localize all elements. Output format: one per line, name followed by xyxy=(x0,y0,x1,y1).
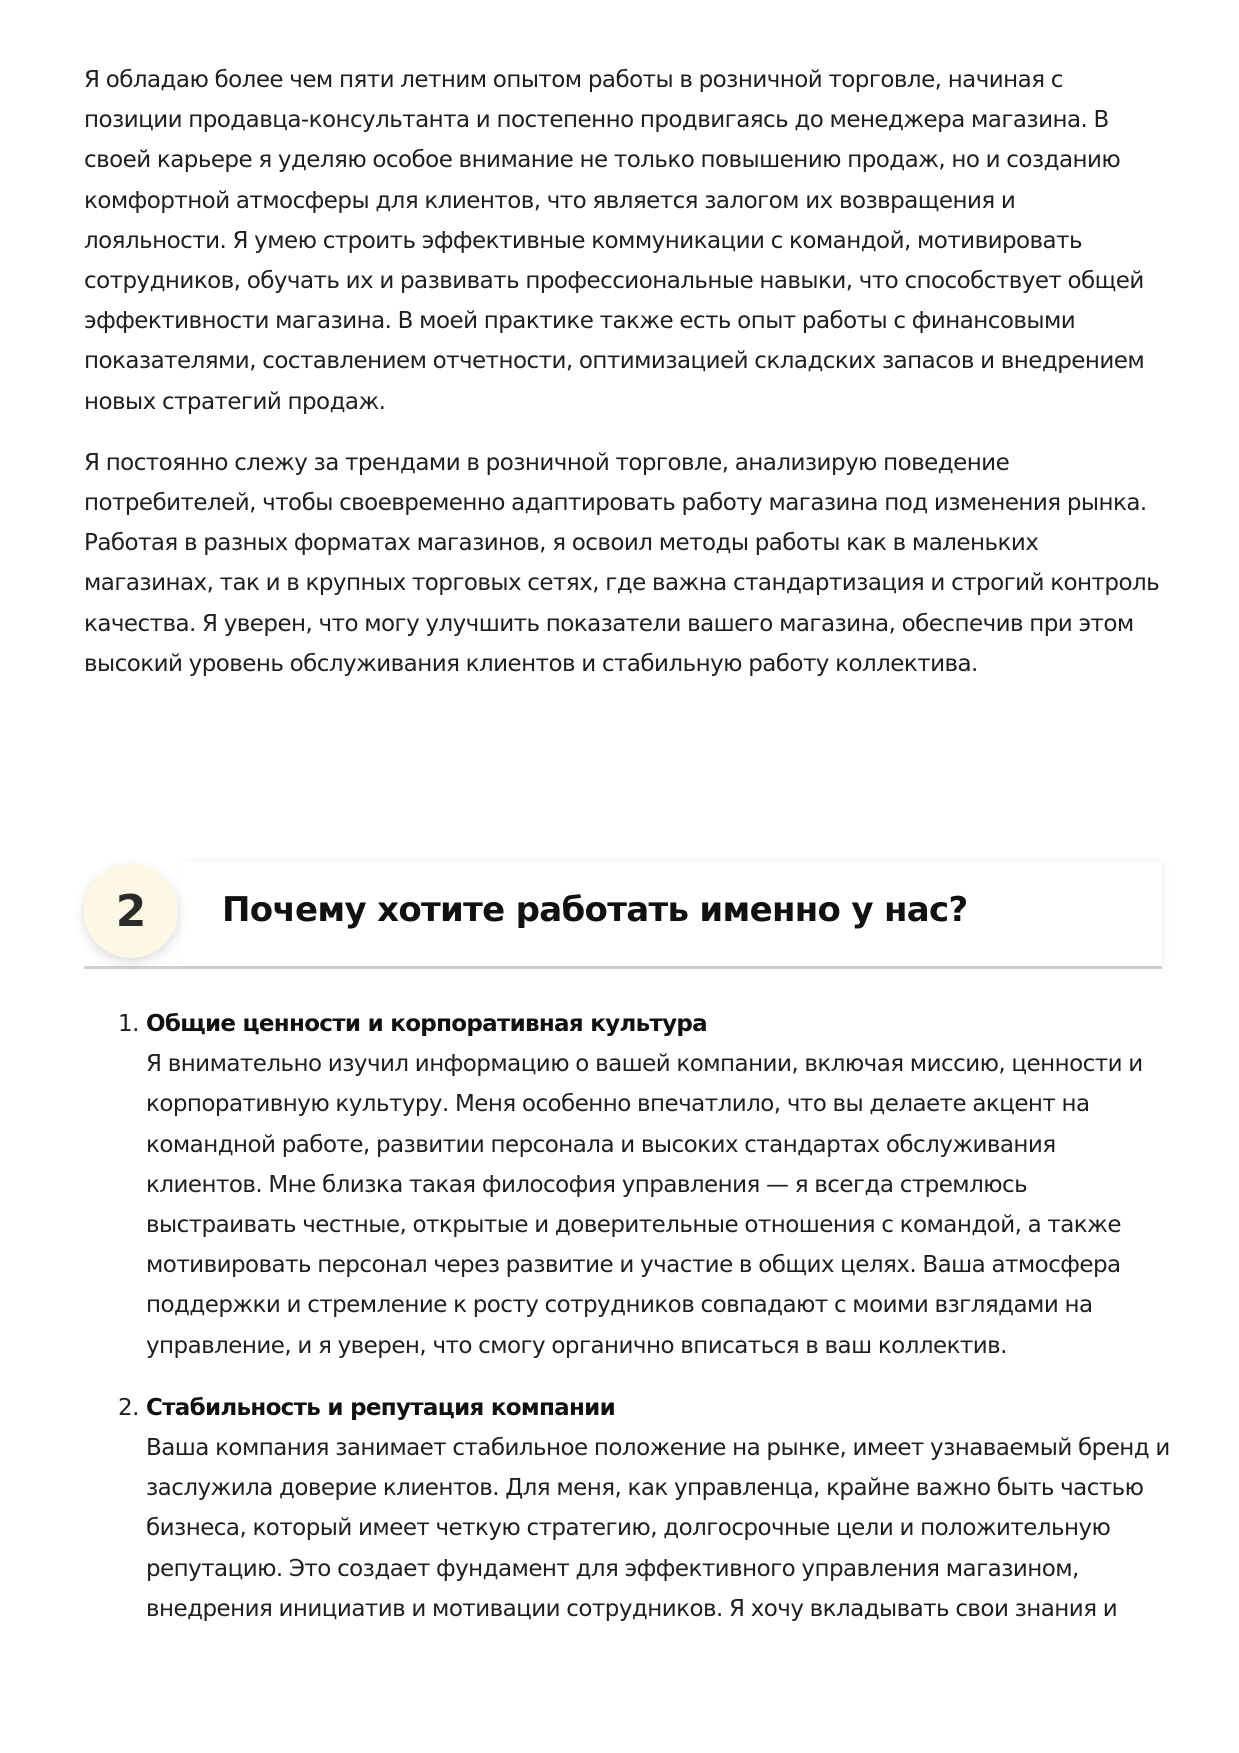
list-item xyxy=(118,1004,1170,1366)
intro-paragraph: Я постоянно слежу за трендами в розничной торговле, анализирую поведение потребителей, чтобы своевременно адаптировать работу магазина под изменения рынка. Работая в разных форматах магазинов, я освоил методы работы как в маленьких магазинах, так и в крупных торговых сетях, где важна стандартизация и строгий контроль качества. Я уверен, что могу улучшить показатели вашего магазина, обеспечив при этом высокий уровень обслуживания клиентов и стабильную работу коллектива. xyxy=(84,449,1160,677)
section-header xyxy=(84,862,1162,969)
intro-section xyxy=(84,60,1162,684)
section-number-badge: 2 xyxy=(84,864,178,958)
list-item-text: Ваша компания занимает стабильное положение на рынке, имеет узнаваемый бренд и заслужила доверие клиентов. Для меня, как управленца, крайне важно быть частью бизнеса, который имеет четкую стратегию, долгосрочные цели и положительную репутацию. Это создает фундамент для эффективного управления магазином, внедрения инициатив и мотивации сотрудников. Я хочу вкладывать свои знания и xyxy=(146,1435,1170,1622)
intro-paragraph: Я обладаю более чем пяти летним опытом работы в розничной торговле, начиная с позиции продавца-консультанта и постепенно продвигаясь до менеджера магазина. В своей карьере я уделяю особое внимание не только повышению продаж, но и созданию комфортной атмосферы для клиентов, что является залогом их возвращения и лояльности. Я умею строить эффективные коммуникации с командой, мотивировать сотрудников, обучать их и развивать профессиональные навыки, что способствует общей эффективности магазина. В моей практике также есть опыт работы с финансовыми показателями, составлением отчетности, оптимизацией складских запасов и внедрением новых стратегий продаж. xyxy=(84,67,1145,415)
reasons-list xyxy=(118,1004,1170,1629)
section-title: Почему хотите работать именно у нас? xyxy=(222,890,968,930)
list-item-number: 1. xyxy=(118,1011,139,1037)
list-item-title: Стабильность и репутация компании xyxy=(146,1394,616,1421)
list-item-title: Общие ценности и корпоративная культура xyxy=(146,1011,707,1037)
list-item-number: 2. xyxy=(118,1394,139,1421)
list-item-text: Я внимательно изучил информацию о вашей компании, включая миссию, ценности и корпоративную культуру. Меня особенно впечатлило, что вы делаете акцент на командной работе, развитии персонала и высоких стандартах обслуживания клиентов. Мне близка такая философия управления — я всегда стремлюсь выстраивать честные, открытые и доверительные отношения с командой, а также мотивировать персонал через развитие и участие в общих целях. Ваша атмосфера поддержки и стремление к росту сотрудников совпадают с моими взглядами на управление, и я уверен, что смогу органично вписаться в ваш коллектив. xyxy=(146,1051,1143,1359)
list-item xyxy=(118,1388,1170,1629)
